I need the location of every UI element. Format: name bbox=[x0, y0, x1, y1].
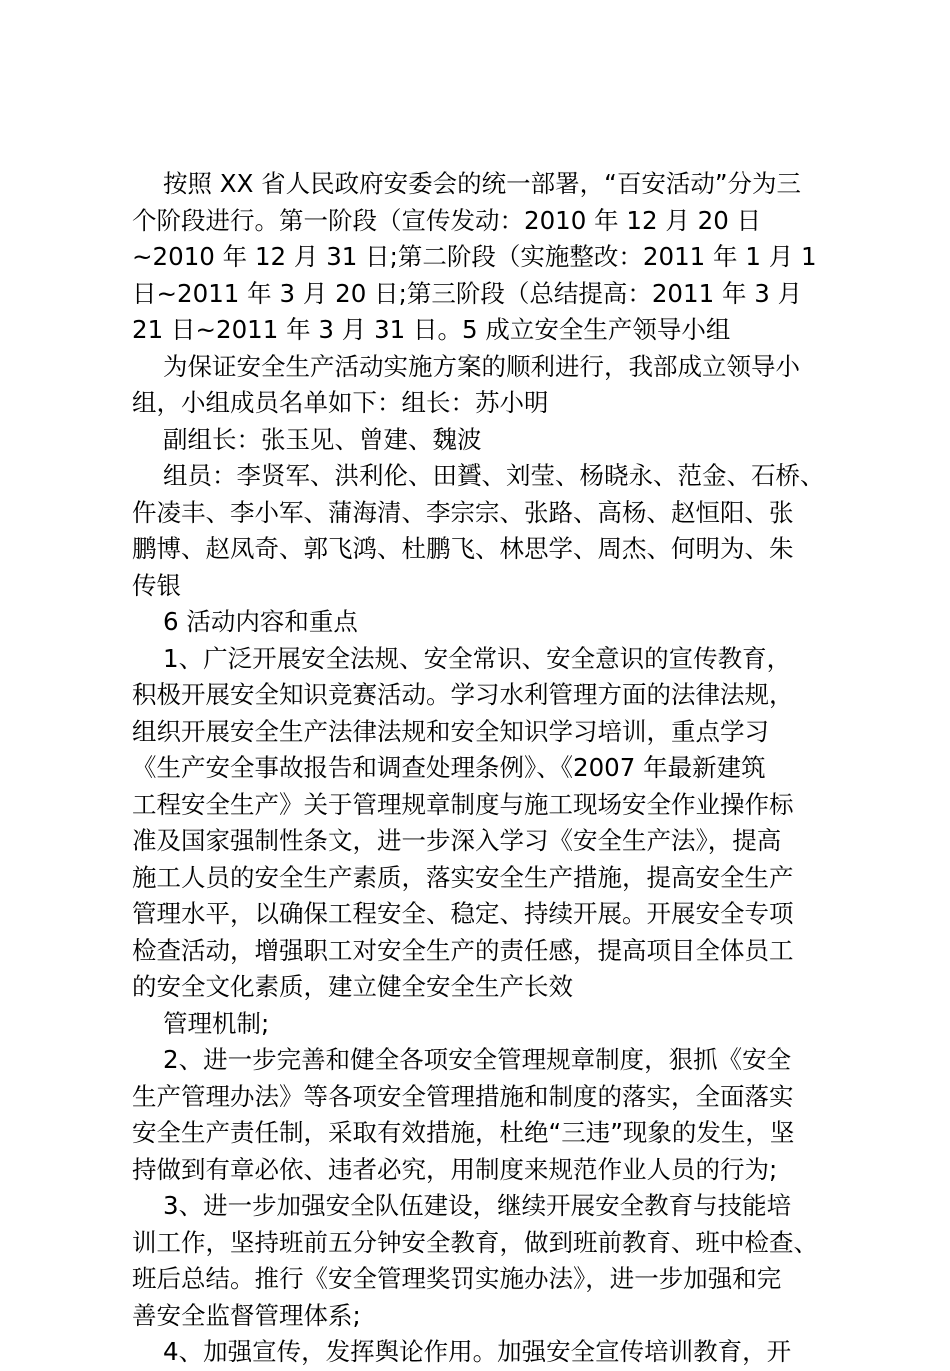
text-line: 善安全监督管理体系; bbox=[132, 1300, 361, 1330]
text-line: 日~2011 年 3 月 20 日;第三阶段（总结提高：2011 年 3 月 bbox=[132, 278, 803, 308]
text-line: 检查活动，增强职工对安全生产的责任感，提高项目全体员工 bbox=[132, 935, 794, 965]
text-line: 2、进一步完善和健全各项安全管理规章制度，狠抓《安全 bbox=[163, 1045, 792, 1074]
text-line: 工程安全生产》关于管理规章制度与施工现场安全作业操作标 bbox=[132, 789, 794, 819]
document-page bbox=[132, 166, 852, 1371]
text-line: 《生产安全事故报告和调查处理条例》、《2007 年最新建筑 bbox=[132, 753, 766, 782]
text-line: 积极开展安全知识竞赛活动。学习水利管理方面的法律法规， bbox=[132, 680, 794, 709]
text-line: 组，小组成员名单如下：组长：苏小明 bbox=[132, 388, 549, 417]
text-line: 4、加强宣传，发挥舆论作用。加强安全宣传培训教育，开 bbox=[163, 1337, 792, 1366]
text-line: 管理机制; bbox=[163, 1008, 270, 1038]
text-line: 的安全文化素质，建立健全安全生产长效 bbox=[132, 972, 573, 1001]
text-line: 1、广泛开展安全法规、安全常识、安全意识的宣传教育， bbox=[163, 643, 792, 673]
text-line: 副组长：张玉见、曾建、魏波 bbox=[163, 424, 482, 454]
text-line: 组织开展安全生产法律法规和安全知识学习培训，重点学习 bbox=[132, 716, 769, 746]
text-line: 持做到有章必依、违者必究，用制度来规范作业人员的行为; bbox=[132, 1154, 778, 1184]
section-heading: 6 活动内容和重点 bbox=[163, 607, 358, 636]
text-line: 训工作，坚持班前五分钟安全教育，做到班前教育、班中检查、 bbox=[132, 1227, 818, 1257]
text-line: 21 日~2011 年 3 月 31 日。5 成立安全生产领导小组 bbox=[132, 315, 731, 344]
text-line: 为保证安全生产活动实施方案的顺利进行，我部成立领导小 bbox=[163, 351, 800, 381]
text-line: 个阶段进行。第一阶段（宣传发动：2010 年 12 月 20 日 bbox=[132, 205, 762, 235]
text-line: 施工人员的安全生产素质，落实安全生产措施，提高安全生产 bbox=[132, 862, 794, 892]
text-line: 准及国家强制性条文，进一步深入学习《安全生产法》，提高 bbox=[132, 826, 782, 855]
text-line: 安全生产责任制，采取有效措施，杜绝“三违”现象的发生，坚 bbox=[132, 1118, 795, 1147]
text-line: ~2010 年 12 月 31 日;第二阶段（实施整改：2011 年 1 月 1 bbox=[132, 242, 817, 271]
text-line: 仵凌丰、李小军、蒲海清、李宗宗、张路、高杨、赵恒阳、张 bbox=[132, 497, 794, 527]
text-line: 传银 bbox=[132, 570, 181, 600]
text-line: 管理水平，以确保工程安全、稳定、持续开展。开展安全专项 bbox=[132, 899, 794, 928]
text-line: 按照 XX 省人民政府安委会的统一部署，“百安活动”分为三 bbox=[163, 169, 802, 198]
text-line: 班后总结。推行《安全管理奖罚实施办法》，进一步加强和完 bbox=[132, 1264, 782, 1293]
text-line: 3、进一步加强安全队伍建设，继续开展安全教育与技能培 bbox=[163, 1191, 792, 1220]
text-line: 组员：李贤军、洪利伦、田贇、刘莹、杨晓永、范金、石桥、 bbox=[163, 461, 825, 490]
text-line: 鹏博、赵凤奇、郭飞鸿、杜鹏飞、林思学、周杰、何明为、朱 bbox=[132, 534, 794, 563]
text-line: 生产管理办法》等各项安全管理措施和制度的落实，全面落实 bbox=[132, 1081, 794, 1111]
